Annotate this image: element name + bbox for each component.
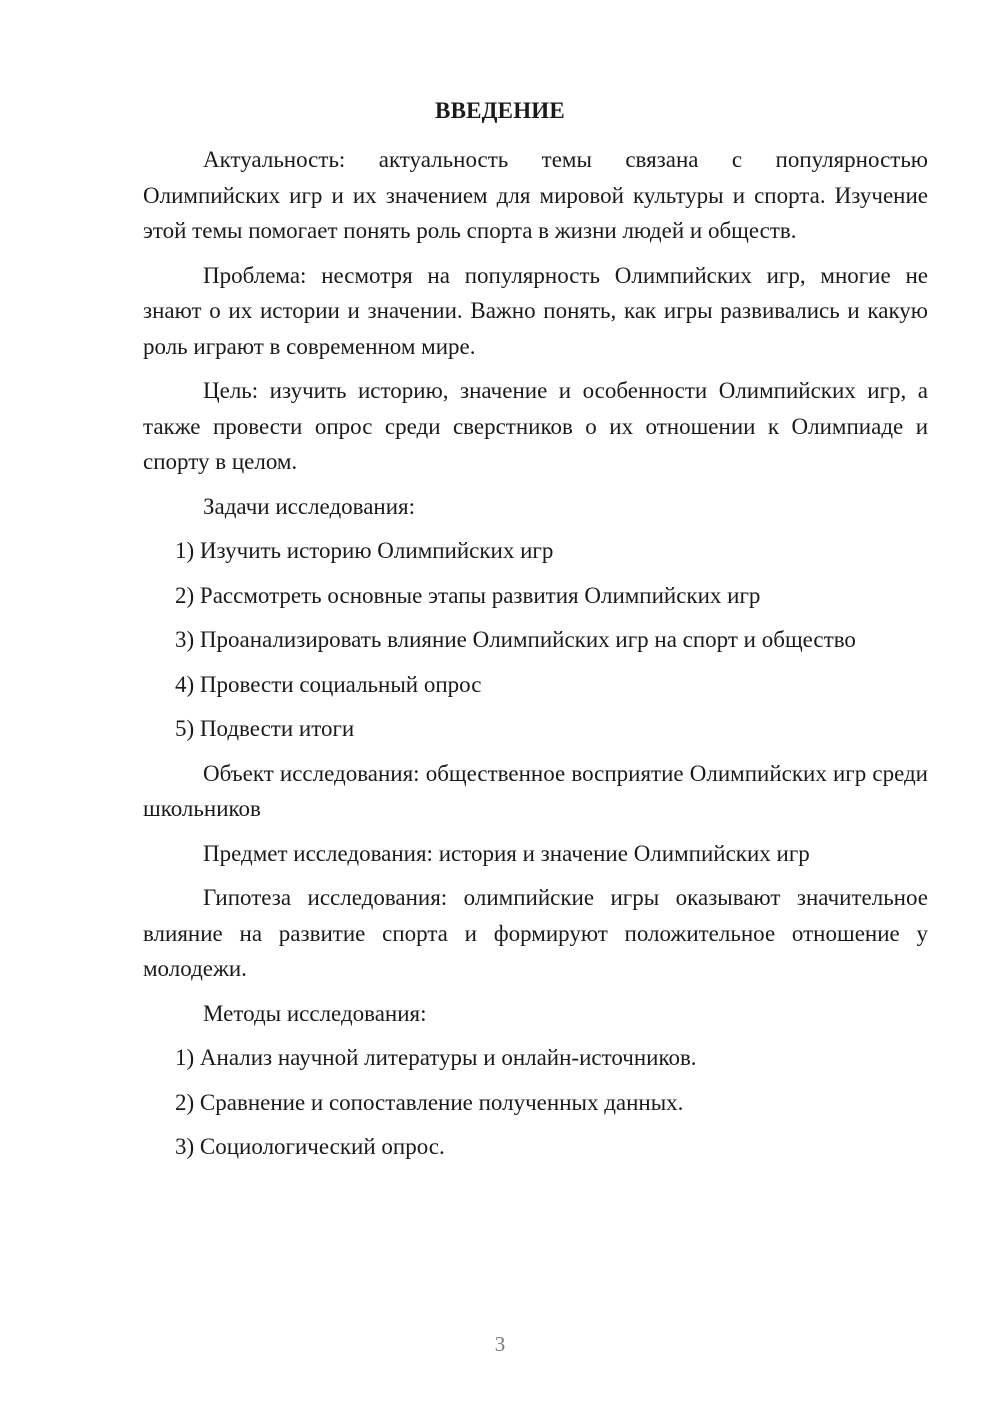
relevance-paragraph: Актуальность: актуальность темы связана с популярностью Олимпийских игр и их значением для мировой культуры и спорта. Изучение этой темы помогает понять роль спорта в жизни людей и обществ. — [143, 147, 928, 243]
problem-paragraph: Проблема: несмотря на популярность Олимпийских игр, многие не знают о их истории и значении. Важно понять, как игры развивались и какую роль играют в современном мире. — [143, 262, 928, 359]
list-item: 1) Анализ научной литературы и онлайн-источников. — [175, 1045, 697, 1070]
page-number: 3 — [494, 1332, 506, 1356]
list-item: 3) Социологический опрос. — [175, 1134, 445, 1159]
methods-list — [143, 1040, 928, 1165]
list-item: 4) Провести социальный опрос — [175, 671, 482, 697]
list-item: 2) Сравнение и сопоставление полученных данных. — [175, 1089, 684, 1115]
object-paragraph: Объект исследования: общественное восприятие Олимпийских игр среди школьников — [143, 760, 928, 821]
document-body — [143, 142, 928, 1165]
hypothesis-paragraph: Гипотеза исследования: олимпийские игры оказывают значительное влияние на развитие спорта и формируют положительное отношение у молодежи. — [143, 885, 928, 981]
methods-heading: Методы исследования: — [203, 1000, 427, 1026]
tasks-heading: Задачи исследования: — [203, 493, 416, 519]
section-title: ВВЕДЕНИЕ — [435, 98, 565, 123]
subject-paragraph: Предмет исследования: история и значение Олимпийских игр — [203, 840, 810, 866]
tasks-list — [143, 533, 928, 747]
list-item: 1) Изучить историю Олимпийских игр — [175, 538, 554, 563]
list-item: 3) Проанализировать влияние Олимпийских игр на спорт и общество — [175, 627, 856, 652]
goal-paragraph: Цель: изучить историю, значение и особенности Олимпийских игр, а также провести опрос среди сверстников о их отношении к Олимпиаде и спорту в целом. — [143, 378, 928, 474]
list-item: 5) Подвести итоги — [175, 716, 355, 741]
list-item: 2) Рассмотреть основные этапы развития Олимпийских игр — [175, 582, 761, 608]
